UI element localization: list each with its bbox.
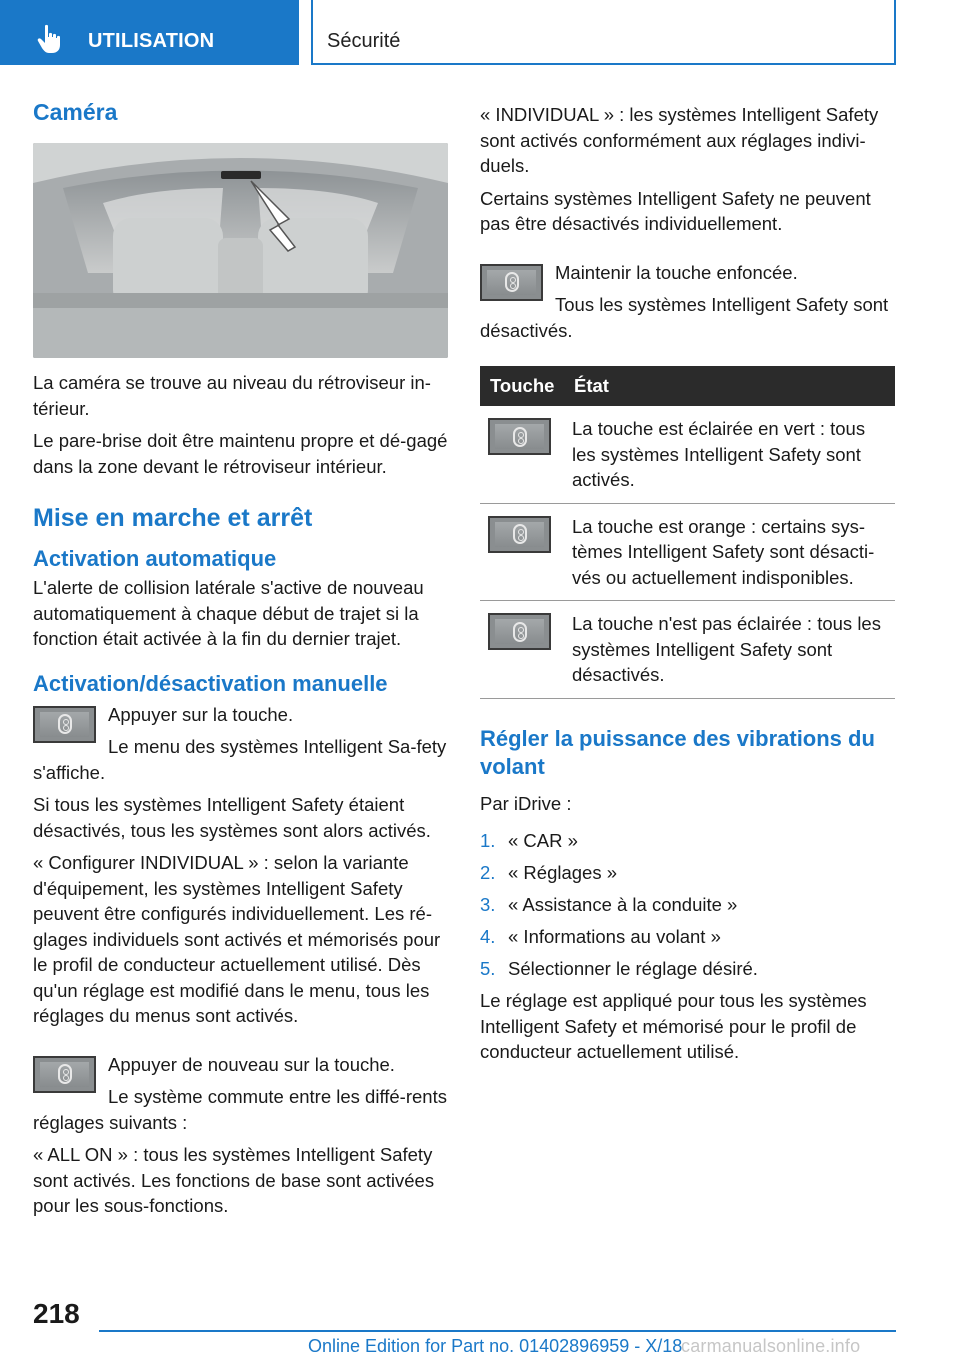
right-column — [480, 102, 895, 1072]
manual-step-2: Appuyer de nouveau sur la touche. — [108, 1053, 395, 1075]
watermark: carmanualsonline.info — [681, 1336, 861, 1356]
auto-activation-heading: Activation automatique — [33, 546, 277, 571]
list-item: 1. « CAR » — [480, 830, 578, 851]
table-cell-state: La touche est orange : certains sys-tèmes Intelligent Safety sont désacti-vés ou actuellement indisponibles. — [572, 503, 895, 601]
hold-result: Tous les systèmes Intelligent Safety sont désactivés. — [480, 294, 889, 341]
manual-paragraph-2: « Configurer INDIVIDUAL » : selon la variante d'équipement, les systèmes Intelligent Safety peuvent être configurés individuellement. Les ré-glages individuels sont activés et mémorisés pour le profil de conducteur actuellement utilisé. Dès qu'un réglage est modifié dans le menu, tous les réglages du menus sont activés. — [33, 852, 441, 1026]
manual-step-2-result: Le système commute entre les diffé-rents réglages suivants : — [33, 1086, 447, 1133]
section-tab[interactable] — [0, 0, 299, 65]
list-item: 2. « Réglages » — [480, 862, 618, 883]
intelligent-safety-button-image — [33, 706, 96, 743]
intelligent-safety-icon — [58, 714, 72, 734]
idrive-paragraph: Par iDrive : — [480, 792, 572, 814]
intelligent-safety-icon — [513, 427, 527, 447]
left-column — [33, 98, 448, 1226]
section-tab-label: UTILISATION — [88, 30, 215, 52]
button-orange-image — [488, 516, 551, 553]
hand-pointer-icon — [36, 24, 64, 54]
manual-step-1-result: Le menu des systèmes Intelligent Sa-fety s'affiche. — [33, 736, 447, 783]
button-state-table — [480, 366, 895, 699]
list-item: 4. « Informations au volant » — [480, 926, 721, 947]
auto-activation-paragraph: L'alerte de collision latérale s'active de nouveau automatiquement à chaque début de trajet si la fonction était activée à la fin du dernier trajet. — [33, 577, 424, 649]
table-row — [480, 503, 895, 601]
table-cell-state: La touche est éclairée en vert : tous les systèmes Intelligent Safety sont activés. — [572, 406, 895, 503]
table-cell-state: La touche n'est pas éclairée : tous les systèmes Intelligent Safety sont désactivés. — [572, 601, 895, 699]
intelligent-safety-icon — [505, 272, 519, 292]
individual-paragraph: « INDIVIDUAL » : les systèmes Intelligent Safety sont activés conformément aux réglages indivi-duels. — [480, 104, 879, 176]
idrive-steps-list — [480, 828, 895, 982]
camera-heading: Caméra — [33, 99, 118, 125]
final-paragraph: Le réglage est appliqué pour tous les systèmes Intelligent Safety et mémorisé pour le profil de conducteur actuellement utilisé. — [480, 990, 867, 1062]
button-green-image — [488, 418, 551, 455]
list-item: 5. Sélectionner le réglage désiré. — [480, 958, 758, 979]
intelligent-safety-button-image — [33, 1056, 96, 1093]
page-number: 218 — [33, 1298, 80, 1329]
table-header-row — [480, 366, 895, 406]
manual-step-1: Appuyer sur la touche. — [108, 703, 294, 725]
footer-divider — [99, 1330, 896, 1332]
list-item: 3. « Assistance à la conduite » — [480, 894, 738, 915]
edition-text: Online Edition for Part no. 01402896959 - X/18 — [308, 1336, 683, 1356]
table-row — [480, 406, 895, 503]
manual-activation-heading: Activation/désactivation manuelle — [33, 670, 388, 696]
manual-paragraph-1: Si tous les systèmes Intelligent Safety étaient désactivés, tous les systèmes sont alors activés. — [33, 794, 431, 841]
certain-systems-paragraph: Certains systèmes Intelligent Safety ne peuvent pas être désactivés individuellement. — [480, 187, 871, 234]
chapter-title: Sécurité — [327, 30, 401, 52]
intelligent-safety-icon — [513, 622, 527, 642]
intelligent-safety-icon — [58, 1064, 72, 1084]
table-row — [480, 601, 895, 699]
table-header-etat: État — [572, 366, 895, 406]
camera-location-photo — [33, 143, 448, 358]
onoff-heading: Mise en marche et arrêt — [33, 504, 313, 532]
vibration-heading: Régler la puissance des vibrations du volant — [480, 725, 875, 779]
table-header-touche: Touche — [480, 366, 572, 406]
intelligent-safety-button-image — [480, 264, 543, 301]
camera-paragraph-2: Le pare-brise doit être maintenu propre et dé-gagé dans la zone devant le rétroviseur intérieur. — [33, 430, 448, 477]
manual-paragraph-3: « ALL ON » : tous les systèmes Intelligent Safety sont activés. Les fonctions de base sont activées pour les sous-fonctions. — [33, 1144, 435, 1216]
button-off-image — [488, 613, 551, 650]
camera-paragraph-1: La caméra se trouve au niveau du rétroviseur in-térieur. — [33, 372, 431, 419]
hold-step: Maintenir la touche enfoncée. — [555, 261, 798, 283]
chapter-header — [311, 0, 896, 65]
intelligent-safety-icon — [513, 524, 527, 544]
